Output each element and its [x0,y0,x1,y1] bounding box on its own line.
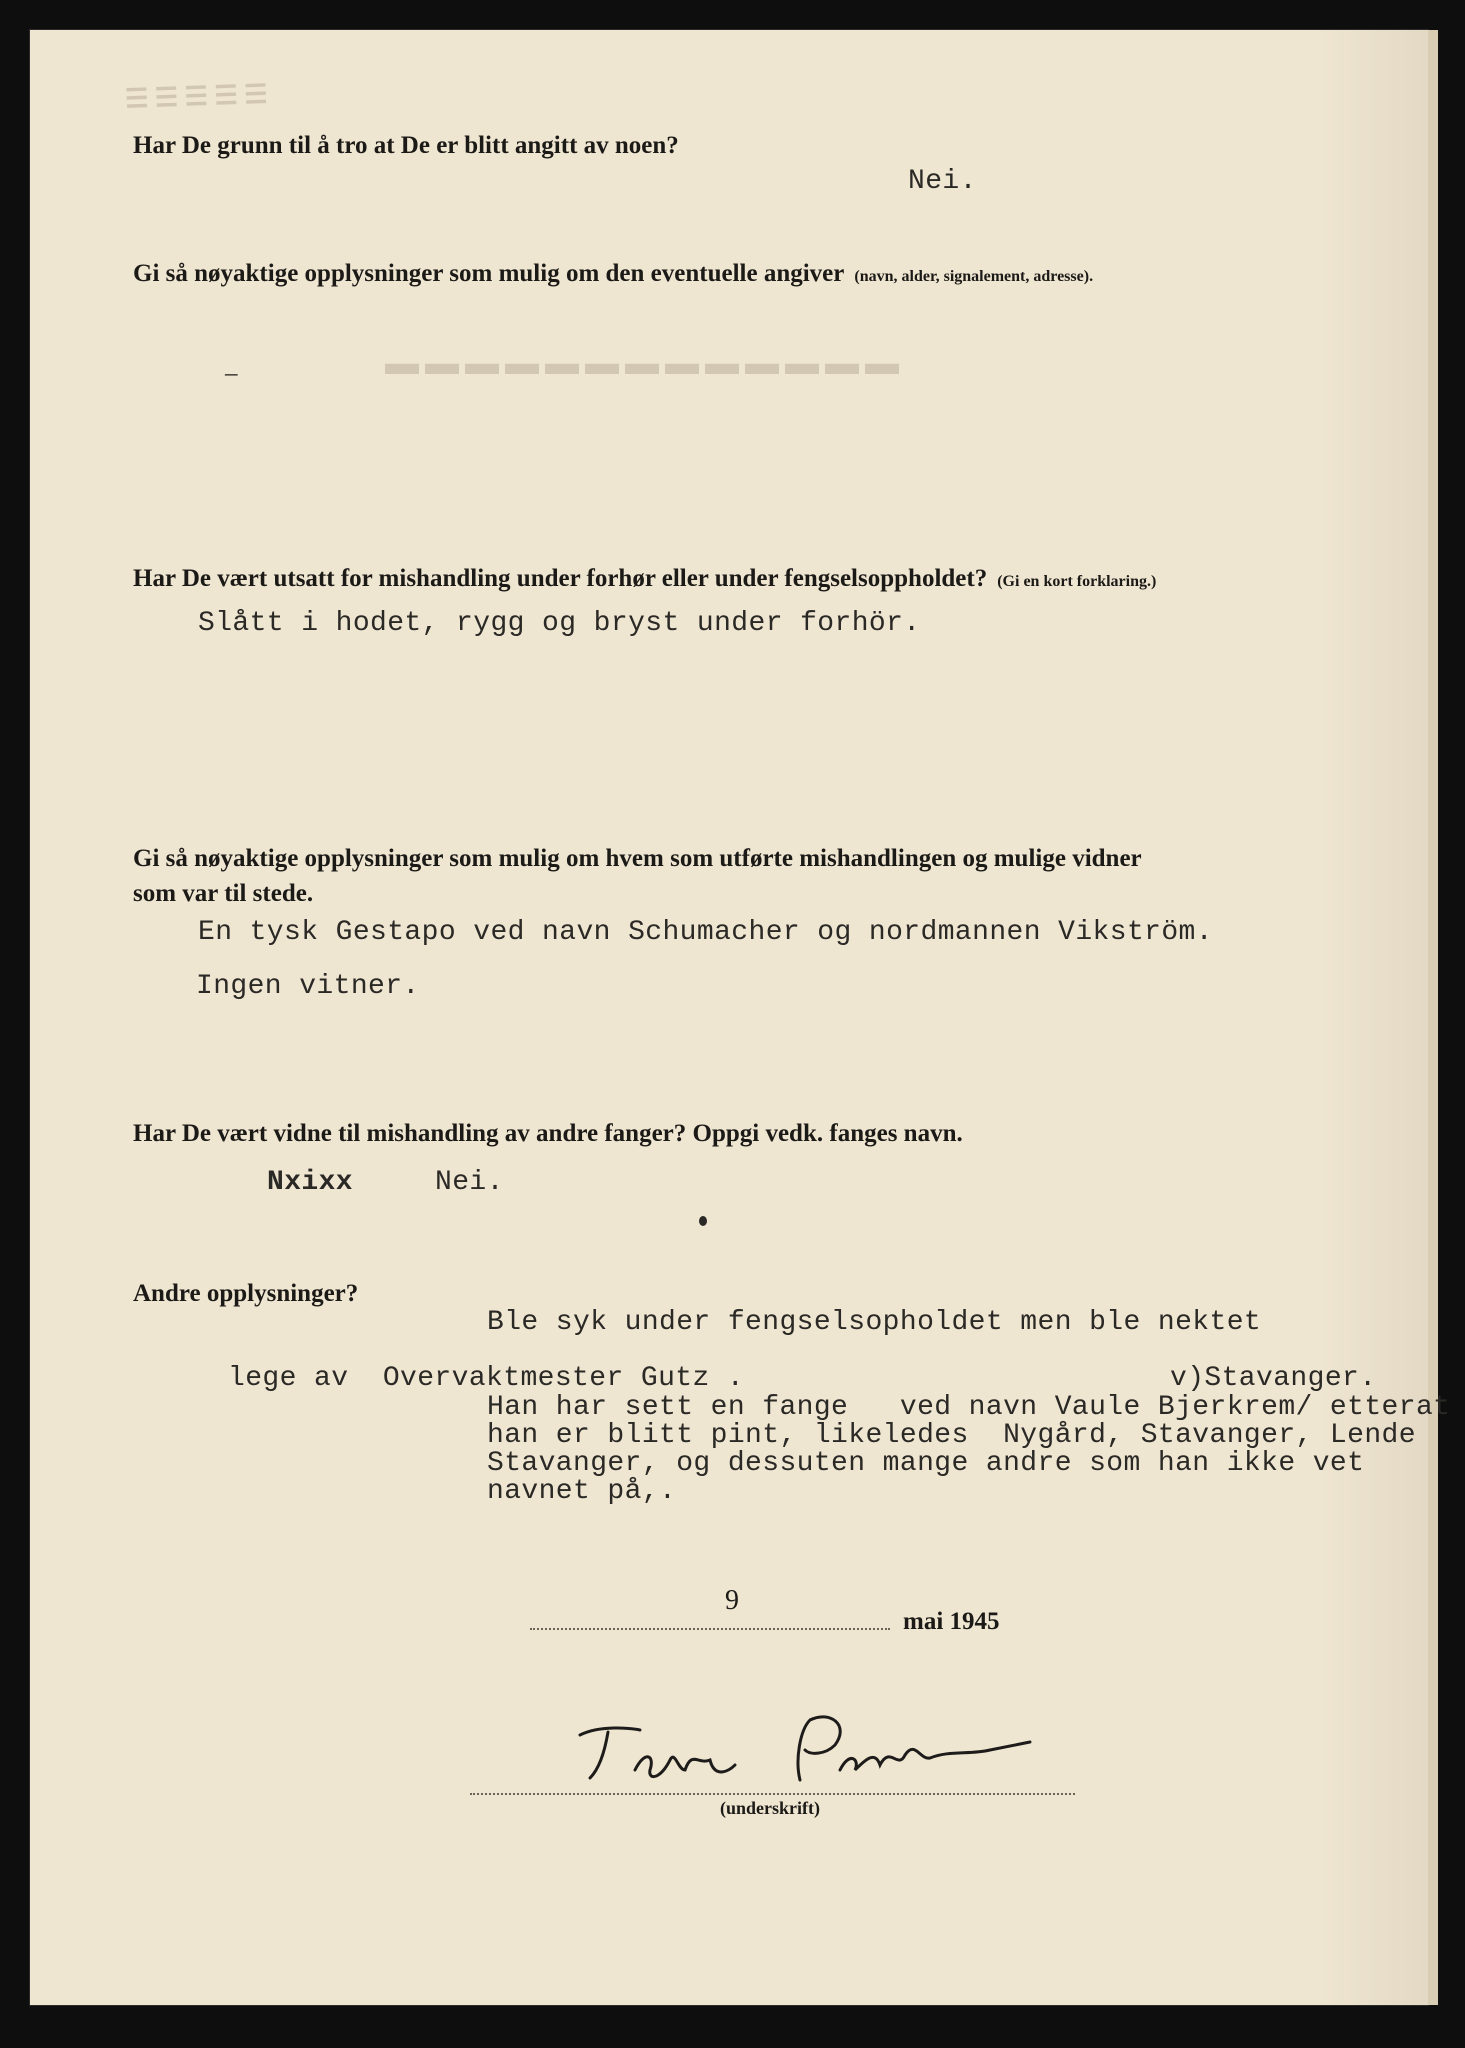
document-page [30,30,1451,2005]
answer-andre-line3: Han har sett en fange ved navn Vaule Bjerkrem/ etterat [487,1392,1451,1423]
answer-vidne: Nei. [435,1167,504,1198]
page-edge [1428,30,1438,2005]
date-day: 9 [725,1585,739,1616]
bleed-through-heading: ▬▬▬▬▬▬▬▬▬▬▬▬▬ [385,345,905,382]
question-angiver-note: (navn, alder, signalement, adresse). [854,268,1094,285]
answer-andre-line4: han er blitt pint, likeledes Nygård, Stavanger, Lende [487,1420,1416,1451]
question-mishandling [133,565,1156,593]
answer-angitt: Nei. [908,166,977,197]
answer-andre-line6: navnet på,. [487,1476,677,1507]
question-mishandling-text: Har De vært utsatt for mishandling under forhør eller under fengselsoppholdet? [133,565,988,592]
question-angiver [133,260,1093,288]
question-hvem-line2: som var til stede. [133,880,314,907]
answer-andre-line2b: v)Stavanger. [1170,1363,1377,1394]
answer-andre-line5: Stavanger, og dessuten mange andre som han ikke vet [487,1448,1365,1479]
answer-angiver: – [225,360,238,387]
answer-andre-line2a: lege av Overvaktmester Gutz . [228,1363,745,1394]
date-month-year: mai 1945 [903,1608,1000,1635]
answer-andre-line1: Ble syk under fengselsopholdet men ble nektet [487,1307,1262,1338]
signature [560,1710,1040,1795]
signature-line [470,1793,1075,1795]
bleed-through-stamp: ☰ ☰ ☰ ☰ ☰ [124,79,268,114]
answer-hvem-line1: En tysk Gestapo ved navn Schumacher og nordmannen Vikström. [198,917,1213,948]
answer-vidne-struck: Nxixx [267,1167,354,1198]
answer-hvem-line2: Ingen vitner. [196,971,420,1002]
question-angitt: Har De grunn til å tro at De er blitt angitt av noen? [133,132,679,159]
ink-dot [699,1216,707,1226]
question-vidne: Har De vært vidne til mishandling av andre fanger? Oppgi vedk. fanges navn. [133,1120,963,1147]
answer-mishandling: Slått i hodet, rygg og bryst under forhör. [198,608,921,639]
question-mishandling-note: (Gi en kort forklaring.) [997,573,1157,590]
date-line [530,1628,890,1630]
signature-scribble [560,1710,1040,1790]
question-angiver-text: Gi så nøyaktige opplysninger som mulig om den eventuelle angiver [133,260,845,287]
signature-label: (underskrift) [720,1798,820,1818]
question-hvem-line1: Gi så nøyaktige opplysninger som mulig om hvem som utførte mishandlingen og mulige vidner [133,845,1142,872]
question-andre: Andre opplysninger? [133,1280,359,1307]
